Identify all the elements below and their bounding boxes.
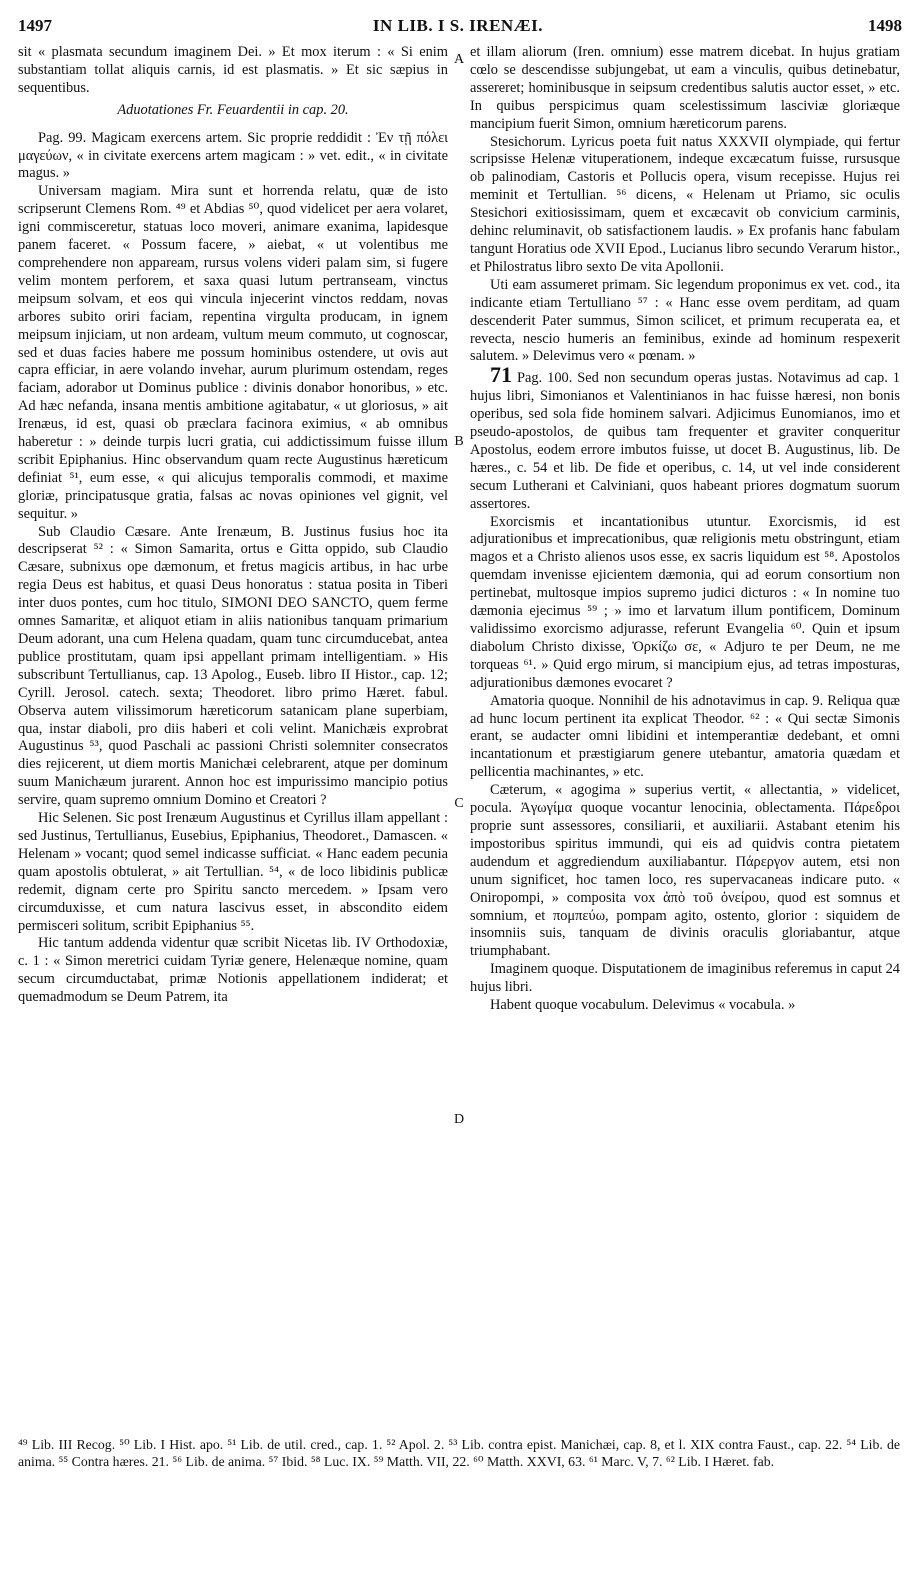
paragraph: sit « plasmata secundum imaginem Dei. » Et mox iterum : « Si enim substantiam tollat aliquis carnis, id est plasmatis. » Et sic sæpius in sequentibus. (18, 44, 448, 96)
paragraph (470, 362, 900, 513)
section-heading: Aduotationes Fr. Feuardentii in cap. 20. (117, 101, 349, 118)
paragraph: Stesichorum. Lyricus poeta fuit natus XXXVII olympiade, qui fertur scripsisse Helenæ vituperationem, indeque excæcatum fuisse, rursusque ob palinodiam, Castoris et Pollucis opera, visum recepisse. Hujus rei meminit et Tertullian. ⁵⁶ dicens, « Helenam ut Priamo, sic oculis Stesichori exitiosissimam, quem et excæcavit ob convicium carminis, dehinc reluminavit, ob satisfactionem laudis. » Ex profanis hanc fabulam tangunt Horatius ode XVII Epod., Lucianus libro secundo Verarum histor., et Philostratus libro sexto De vita Apollonii. (470, 133, 900, 275)
running-header (0, 14, 916, 38)
margin-marker-c: C (454, 796, 464, 811)
paragraph: Pag. 99. Magicam exercens artem. Sic proprie reddidit : Ἐν τῇ πόλει μαγεύων, « in civitate exercens artem magicam : » vet. edit., « in civitate magus. » (18, 129, 448, 182)
paragraph: Cæterum, « agogima » superius vertit, « allectantia, » videlicet, pocula. Ἀγωγίμα quoque vocantur lenocinia, oblectamenta. Πάρεδροι proprie sunt assessores, consiliarii, et auxiliarii. Astabant etenim his impostoribus spiritus immundi, qui eis ad quidvis contra pietatem audendum et aggrediendum auxiliabantur. Πάρεργον autem, etsi non unum significet, hoc tamen loco, res supervacaneas indicare puto. « Oniropompi, » composita vox ἀπὸ τοῦ ὀνείρου, quod est somnus et somnium, et πομπεύω, pompam agito, ostento, glorior : siquidem de insomniis suis, tanquam de divinis oraculis gloriabantur, atque triumphabant. (470, 782, 900, 960)
paragraph: Amatoria quoque. Nonnihil de his adnotavimus in cap. 9. Reliqua quæ ad hunc locum pertinent ita explicat Theodor. ⁶² : « Qui sectæ Simonis erant, se audacter omni libidini et intemperantiæ dedebant, et omni incantationum et præstigiarum genere utebantur, amatoria quædam et pellicentia machinantes, » etc. (470, 692, 900, 781)
paragraph: Exorcismis et incantationibus utuntur. Exorcismis, id est adjurationibus et imprecationibus, quæ religionis metu obstringunt, etiam magos et a Christo alienos usos esse, ex sacris liquidum est ⁵⁸. Apostolos quemdam invenisse ejicientem dæmonia, qui ad eorum consortium non pertinebat, multosque impios supremo judici dicturos : « In nomine tuo dæmonia ejecimus ⁵⁹ ; » imo et larvatum illum pontificem, Dominum validissimo exorcismo adjurasse, referunt Evangelia ⁶⁰. Quin et ipsum diabolum Christo dixisse, Ὁρκίζω σε, « Adjuro te per Deum, ne me torqueas ⁶¹. » Quid ergo mirum, si mancipium ejus, ad tetras imposturas, adjurationibus dæmones evocaret ? (470, 513, 900, 691)
paragraph: Sub Claudio Cæsare. Ante Irenæum, B. Justinus fusius hoc ita descripserat ⁵² : « Simon Samarita, ortus e Gitta oppido, sub Claudio Cæsare, subnixus ope dæmonum, et fretus magicis artibus, in hac urbe regia Deus est habitus, et quasi Deus honoratus : statua posita in Tiberi inter duos pontes, cum hoc titulo, SIMONI DEO SANCTO, quem ferme omnes Samaritæ, et aliquot etiam in aliis nationibus tanquam primarium Deum adorant, una cum Helena quadam, quam tunc circumducebat, antea publice prostitutam, quam ipsi appellant primam intelligentiam. » His subscribunt Tertullianus, cap. 13 Apolog., Euseb. libro II Histor., cap. 12; Cyrill. Jerosol. catech. sexta; Theodoret. libro primo Hæret. fabul. Observa autem vilissimorum hæreticorum satanicam plane superbiam, qua, instar diaboli, pro diis haberi et coli velint. Manichæis exprobrat Augustinus ⁵³, quod Paschali ac passioni Christi solemniter consecratos dies rejicerent, ut diem mortis Manichæi celebrarent, atque per dominum suum Manichæum jurarent. Annon hoc est impurissimo mancipio potius servire, quam supremo omnium Domino et Creatori ? (18, 523, 448, 809)
paragraph: et illam aliorum (Iren. omnium) esse matrem dicebat. In hujus gratiam cœlo se descendisse subjungebat, ut eam a vinculis, quibus detinebatur, assereret; hominibusque in seipsum credentibus salutis auctor esset, » etc. In quibus perspicimus quam scelestissimum lasciviæ gloriæque mancipium fuerit Simon, omnium hæreticorum parens. (470, 44, 900, 132)
section-number: 71 (490, 362, 512, 388)
paragraph: Hic Selenen. Sic post Irenæum Augustinus et Cyrillus illam appellant : sed Justinus, Tertullianus, Eusebius, Epiphanius, Theodoret., Damascen. « Helenam » vocant; quod semel indicasse sufficiat. « Hanc eadem pecunia quam apostolis obtulerat, » ait Tertullian. ⁵⁴, « de loco libidinis publicæ redemit, dignam certe pro Spiritu sancto mercedem. » Ipsam vero circumduxisse, et cum natura lascivus esset, in abscondito eidem permisceri solitum, scribit Epiphanius ⁵⁵. (18, 810, 448, 934)
margin-marker-b: B (454, 434, 464, 449)
paragraph-text: Pag. 100. Sed non secundum operas justas. Notavimus ad cap. 1 hujus libri, Simonianos et Valentinianos in hac fuisse hæresi, non bonis operibus, sed sola fide hominem salvari. Adjicimus Eunomianos, imo et pseudo-apostolos, de quibus tam frequenter et graviter conqueritur Apostolus, eodem errore imbutos fuisse, ut docet B. Augustinus, lib. De hæres., c. 54 et lib. De fide et operibus, c. 14, ut vel inde considerent secum Lutherani et Calviniani, quos habeant priores dogmatum suorum assertores. (470, 370, 900, 512)
left-page-number: 1497 (18, 16, 52, 35)
paragraph: Hic tantum addenda videntur quæ scribit Nicetas lib. IV Orthodoxiæ, c. 1 : « Simon meretrici cuidam Tyriæ genere, Helenæque nomine, quam secum circumductabat, primæ Notionis appellationem indiderat; et quemadmodum se Deum Patrem, ita (18, 935, 448, 1006)
left-column (18, 44, 448, 1007)
running-title: IN LIB. I S. IRENÆI. (372, 16, 544, 35)
margin-marker-a: A (453, 52, 465, 67)
footnotes: ⁴⁹ Lib. III Recog. ⁵⁰ Lib. I Hist. apo. ⁵¹ Lib. de util. cred., cap. 1. ⁵² Apol. 2. ⁵³ Lib. contra epist. Manichæi, cap. 8, et l. XIX contra Faust., cap. 22. ⁵⁴ Lib. de anima. ⁵⁵ Contra hæres. 21. ⁵⁶ Lib. de anima. ⁵⁷ Ibid. ⁵⁸ Luc. IX. ⁵⁹ Matth. VII, 22. ⁶⁰ Matth. XXVI, 63. ⁶¹ Marc. V, 7. ⁶² Lib. I Hæret. fab. (18, 1437, 900, 1469)
paragraph: Imaginem quoque. Disputationem de imaginibus referemus in caput 24 hujus libri. (470, 961, 900, 996)
right-column (470, 44, 900, 1015)
margin-marker-d: D (453, 1112, 465, 1127)
paragraph: Habent quoque vocabulum. Delevimus « vocabula. » (490, 997, 796, 1014)
paragraph: Universam magiam. Mira sunt et horrenda relatu, quæ de isto scripserunt Clemens Rom. ⁴⁹ et Abdias ⁵⁰, quod videlicet per aera volaret, igni commisceretur, statuas loco moveri, animare exanima, lapidesque panem faceret. « Possum facere, » aiebat, « ut volentibus me comprehendere non appaream, rursus volens videri palam sim, si fugere velim montem perforem, et saxa quasi lutum pertranseam, vinctus meipsum solvam, et eos qui vincula injecerint vinctos reddam, novas arbores subito oriri faciam, repentina virgulta producam, in ignem meipsum injiciam, ut non ardeam, vultum meum commuto, ut cognoscar, sed et duas facies habere me possum hominibus ostendere, ut ovis aut capra efficiar, in aere volando invehar, aurum plurimum ostendam, reges faciam, adorabor ut Dominus publice : divinis donabor honoribus, » etc. Ad hæc nefanda, insana mentis ambitione agitabatur, « ut gloriosus, » ait Irenæus, id est, quasi ob præclara facinora eximius, « ab omnibus haberetur : » deinde turpis lucri gratia, cui addictissimum fuisse illum scribit Epiphanius. Hinc observandum quam recte Augustinus hæreticum definiat ⁵¹, eum esse, « qui alicujus temporalis commodi, et maxime gloriæ, principatusque gratia, falsas ac novas opiniones vel gignit, vel sequitur. » (18, 183, 448, 522)
right-page-number: 1498 (868, 16, 902, 35)
paragraph: Uti eam assumeret primam. Sic legendum proponimus ex vet. cod., ita indicante etiam Tertulliano ⁵⁷ : « Hanc esse ovem perditam, ad quam descenderit Pater summus, Simon scilicet, et primum recuperata ea, et revecta, nescio humeris an feminibus, exinde ad hominum respexerit salutem. » Delevimus vero « pœnam. » (470, 276, 900, 365)
